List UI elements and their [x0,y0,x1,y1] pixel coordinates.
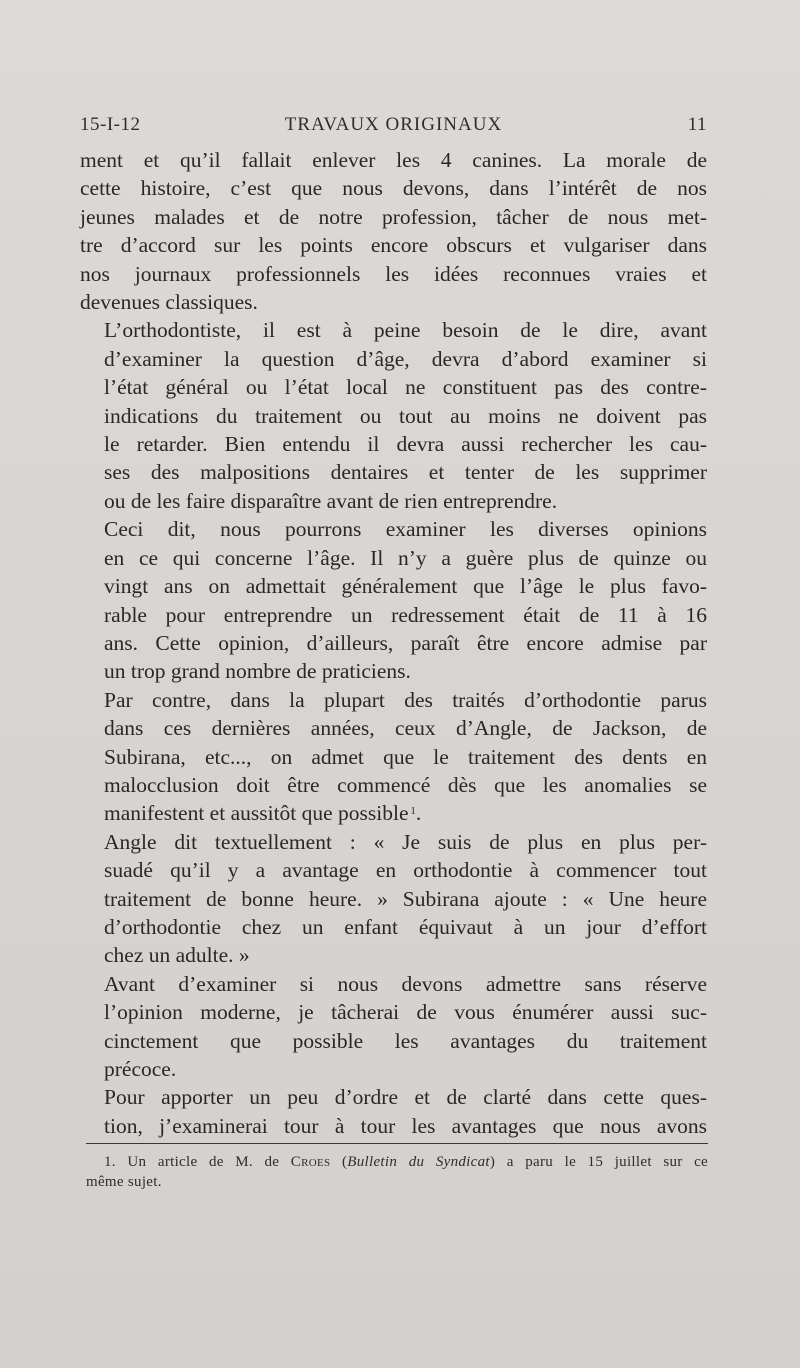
text-line: Pour apporter un peu d’ordre et de clarté dans cette ques- [104,1085,707,1110]
text-line: ses des malpositions dentaires et tenter de les supprimer [104,460,707,485]
text-line: devenues classiques. [80,290,258,315]
footnote [86,1152,708,1192]
line-end-punctuation: . [415,801,422,826]
text-line: ou de les faire disparaître avant de rien entreprendre. [104,488,558,513]
paragraph-4 [80,686,707,828]
text-line: suadé qu’il y a avantage en orthodontie à commencer tout [104,858,707,883]
text-line: L’orthodontiste, il est à peine besoin de le dire, avant [104,318,707,343]
text-line: l’état général ou l’état local ne constituent pas des contre- [104,375,707,400]
header-date: 15-I-12 [80,114,141,135]
text-line: jeunes malades et de notre profession, tâcher de nous met- [80,204,707,229]
footnote-source: Bulletin du Syndicat [347,1154,490,1170]
text-line: nos journaux professionnels les idées reconnues vraies et [80,261,707,286]
text-line: indications du traitement ou tout au moins ne doivent pas [104,403,707,428]
text-line: tre d’accord sur les points encore obscurs et vulgariser dans [80,233,707,258]
text-line: d’examiner la question d’âge, devra d’abord examiner si [104,346,707,371]
paragraph-5 [80,828,707,970]
text-line: chez un adulte. » [104,943,250,968]
text-line: en ce qui concerne l’âge. Il n’y a guère plus de quinze ou [104,545,707,570]
paragraph-1 [80,146,707,316]
paragraph-7 [80,1083,707,1140]
text-line: Avant d’examiner si nous devons admettre sans réserve [104,971,707,996]
header-title: TRAVAUX ORIGINAUX [284,114,503,135]
main-text [80,146,707,1140]
text-line: Angle dit textuellement : « Je suis de plus en plus per- [104,829,707,854]
text-line [80,799,707,827]
text-line: ment et qu’il fallait enlever les 4 canines. La morale de [80,148,707,172]
footnote-reference: 1 [410,805,416,818]
footnote-line: 1. Un article de M. de Croes (Bulletin du Syndicat) a paru le 15 juillet sur ce [104,1154,708,1170]
text-line: précoce. [104,1057,177,1081]
text-line: tion, j’examinerai tour à tour les avantages que nous avons [104,1113,707,1138]
text-line: d’orthodontie chez un enfant équivaut à un jour d’effort [104,914,707,939]
footnote-line: même sujet. [86,1174,162,1190]
text-line: vingt ans on admettait généralement que l’âge le plus favo- [104,574,707,599]
text-line: rable pour entreprendre un redressement était de 11 à 16 [104,602,707,627]
footnote-text: Un article de M. de [127,1154,280,1170]
text-line: traitement de bonne heure. » Subirana ajoute : « Une heure [104,886,707,911]
footnote-text: a paru le 15 juillet sur ce [506,1154,708,1170]
paragraph-6 [80,970,707,1084]
text-line: l’opinion moderne, je tâcherai de vous énumérer aussi suc- [104,1000,707,1025]
text-line: un trop grand nombre de praticiens. [104,659,411,684]
header-page-number: 11 [687,114,707,135]
text-line: cinctement que possible les avantages du traitement [104,1028,707,1053]
text-line: le retarder. Bien entendu il devra aussi rechercher les cau- [104,432,707,457]
text-line: cette histoire, c’est que nous devons, dans l’intérêt de nos [80,176,707,201]
text-line: ans. Cette opinion, d’ailleurs, paraît être encore admise par [104,630,707,655]
running-header [80,114,707,140]
text-line: Subirana, etc..., on admet que le traitement des dents en [104,744,707,769]
text-line: dans ces dernières années, ceux d’Angle, de Jackson, de [104,716,707,741]
text-line: malocclusion doit être commencé dès que les anomalies se [104,772,707,797]
paragraph-3 [80,515,707,685]
footnote-divider [86,1143,708,1144]
text-line: Par contre, dans la plupart des traités d’orthodontie parus [104,687,707,712]
text-line: Ceci dit, nous pourrons examiner les diverses opinions [104,517,707,542]
paragraph-2 [80,316,707,515]
footnote-number: 1. [104,1154,116,1170]
text-line-content: manifestent et aussitôt que possible [104,801,409,826]
footnote-author: Croes [290,1154,331,1170]
